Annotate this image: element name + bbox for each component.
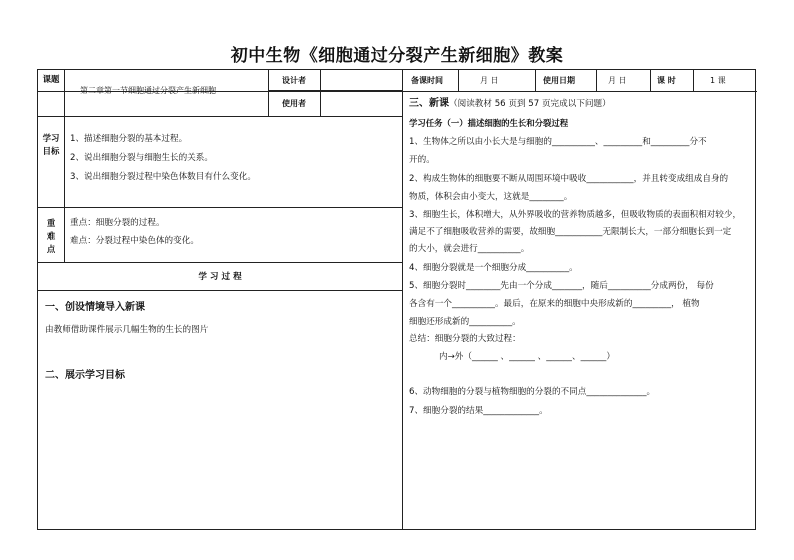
col-divider (458, 70, 459, 91)
row-divider (38, 262, 402, 263)
question-line: 4、细胞分裂就是一个细胞分成__________。 (409, 263, 578, 273)
summary-line: 总结：细胞分裂的大致过程： (409, 334, 521, 344)
user-label: 使用者 (282, 99, 306, 108)
task-title: 学习任务（一）描述细胞的生长和分裂过程 (409, 118, 569, 128)
question-line: 各含有一个__________。最后，在原来的细胞中央形成新的_________， 植物 (409, 299, 700, 309)
objective-item: 1、描述细胞分裂的基本过程。 (70, 134, 188, 144)
class-hours-label: 课 时 (657, 76, 676, 85)
designer-label: 设计者 (282, 76, 306, 85)
difficult-point: 难点：分裂过程中染色体的变化。 (70, 236, 199, 246)
prep-date: 月 日 (480, 76, 499, 85)
section-intro-text: 由教师借助课件展示几幅生物的生长的图片 (45, 325, 209, 335)
question-line: 满足不了细胞吸收营养的需要，故细胞___________无限制长大，一部分细胞长到一定 (409, 227, 732, 237)
topic-label: 课题 (42, 74, 60, 84)
question-line: 开的。 (409, 155, 435, 165)
row-divider (38, 207, 402, 208)
objective-item: 2、说出细胞分裂与细胞生长的关系。 (70, 153, 213, 163)
col-divider (402, 70, 403, 530)
question-line: 5、细胞分裂时________先由一个分成_______，随后__________分成两份， 每份 (409, 281, 714, 291)
col-divider (320, 70, 321, 116)
objective-item: 3、说出细胞分裂过程中染色体数目有什么变化。 (70, 172, 256, 182)
use-date: 月 日 (608, 76, 627, 85)
lesson-plan-table (37, 69, 756, 530)
new-lesson-title: 三、新课 (409, 98, 449, 109)
key-point: 重点：细胞分裂的过程。 (70, 218, 165, 228)
col-divider (693, 70, 694, 91)
question-line: 6、动物细胞的分裂与植物细胞的分裂的不同点______________。 (409, 387, 656, 397)
process-header: 学 习 过 程 (198, 272, 242, 282)
topic-value: 第二章第一节细胞通过分裂产生新细胞 (80, 86, 216, 95)
class-hours-value: 1 课 (710, 76, 726, 85)
question-line: 1、生物体之所以由小长大是与细胞的__________、_________和_________分不 (409, 137, 707, 147)
question-line: 7、细胞分裂的结果_____________。 (409, 406, 548, 416)
col-divider (650, 70, 651, 91)
row-divider (38, 290, 402, 291)
new-lesson-heading (409, 98, 611, 110)
use-date-label: 使用日期 (543, 76, 575, 85)
col-divider (535, 70, 536, 91)
summary-process-line: 内→外（______ 、______ 、______、______） (439, 352, 615, 362)
section-intro-title: 一、创设情境导入新课 (45, 302, 145, 313)
question-line: 物质，体积会由小变大，这就是________。 (409, 192, 573, 202)
row-divider (268, 90, 402, 91)
col-divider (268, 70, 269, 116)
page-title: 初中生物《细胞通过分裂产生新细胞》教案 (230, 46, 564, 66)
question-line: 细胞还形成新的__________。 (409, 317, 521, 327)
col-divider (596, 70, 597, 91)
question-line: 2、构成生物体的细胞要不断从周围环境中吸收___________，并且转变成组成自身的 (409, 174, 729, 184)
question-line: 的大小，就会进行__________。 (409, 244, 530, 254)
row-divider (38, 116, 402, 117)
key-points-label: 重难点 (46, 218, 56, 254)
objectives-label: 学习目标 (42, 133, 60, 156)
section-objectives-title: 二、展示学习目标 (45, 370, 125, 381)
col-divider (64, 70, 65, 262)
question-line: 3、细胞生长，体积增大，从外界吸收的营养物质越多，但吸收物质的表面积相对较少， (409, 210, 742, 220)
prep-time-label: 备课时间 (411, 76, 443, 85)
new-lesson-note: （阅读教材 56 页到 57 页完成以下问题） (449, 99, 611, 109)
